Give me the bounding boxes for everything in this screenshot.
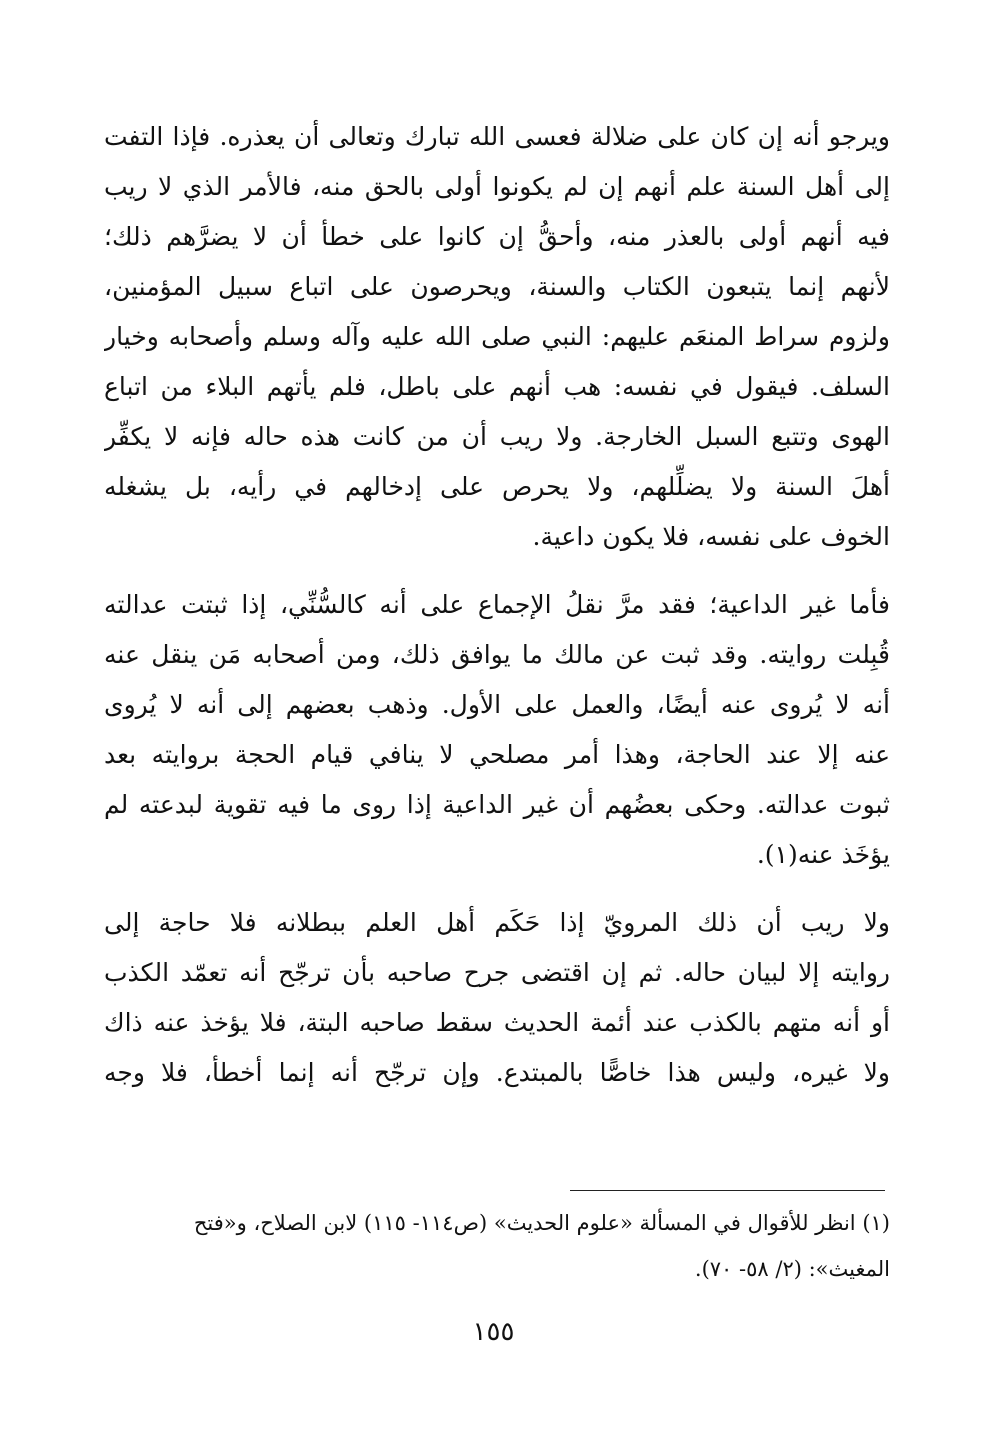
- text-line: الخوف على نفسه، فلا يكون داعية.: [532, 522, 890, 551]
- footnote-line: المغيث»: (٢/ ٥٨- ٧٠).: [694, 1257, 890, 1281]
- text-line: يؤخَذ عنه(١).: [756, 840, 890, 869]
- text-line: إلى أهل السنة علم أنهم إن لم يكونوا أولى بالحق منه، فالأمر الذي لا ريب: [104, 172, 890, 201]
- page-number: ١٥٥: [472, 1317, 515, 1347]
- text-line: ولزوم سراط المنعَم عليهم: النبي صلى الله عليه وآله وسلم وأصحابه وخيار: [104, 322, 890, 351]
- text-line: ثبوت عدالته. وحكى بعضُهم أن غير الداعية إذا روى ما فيه تقوية لبدعته لم: [104, 790, 890, 819]
- paragraph-3: [104, 898, 890, 1098]
- text-line: قُبِلت روايته. وقد ثبت عن مالك ما يوافق ذلك، ومن أصحابه مَن ينقل عنه: [104, 640, 890, 669]
- text-line: لأنهم إنما يتبعون الكتاب والسنة، ويحرصون على اتباع سبيل المؤمنين،: [104, 272, 890, 301]
- text-line: أهلَ السنة ولا يضلِّلهم، ولا يحرص على إدخالهم في رأيه، بل يشغله: [104, 472, 890, 501]
- footnote: [104, 1200, 890, 1292]
- text-line: ولا غيره، وليس هذا خاصًّا بالمبتدع. وإن ترجّح أنه إنما أخطأ، فلا وجه: [104, 1058, 890, 1087]
- text-line: أنه لا يُروى عنه أيضًا، والعمل على الأول. وذهب بعضهم إلى أنه لا يُروى: [104, 690, 890, 719]
- paragraph-2: [104, 580, 890, 880]
- text-line: عنه إلا عند الحاجة، وهذا أمر مصلحي لا ينافي قيام الحجة بروايته بعد: [104, 740, 890, 769]
- text-line: فيه أنهم أولى بالعذر منه، وأحقُّ إن كانوا على خطأ أن لا يضرَّهم ذلك؛: [104, 222, 890, 251]
- footnote-separator: [570, 1190, 885, 1191]
- main-text: [104, 112, 890, 1098]
- text-line: فأما غير الداعية؛ فقد مرَّ نقلُ الإجماع على أنه كالسُّنِّي، إذا ثبتت عدالته: [104, 590, 890, 619]
- text-line: السلف. فيقول في نفسه: هب أنهم على باطل، فلم يأتهم البلاء من اتباع: [104, 372, 890, 401]
- text-line: روايته إلا لبيان حاله. ثم إن اقتضى جرح صاحبه بأن ترجّح أنه تعمّد الكذب: [104, 958, 890, 987]
- footnote-line: (١) انظر للأقوال في المسألة «علوم الحديث» (ص١١٤- ١١٥) لابن الصلاح، و«فتح: [193, 1211, 890, 1235]
- paragraph-1: [104, 112, 890, 562]
- text-line: أو أنه متهم بالكذب عند أئمة الحديث سقط صاحبه البتة، فلا يؤخذ عنه ذاك: [104, 1008, 890, 1037]
- text-line: ولا ريب أن ذلك المرويّ إذا حَكَم أهل العلم ببطلانه فلا حاجة إلى: [104, 908, 890, 937]
- text-line: الهوى وتتبع السبل الخارجة. ولا ريب أن من كانت هذه حاله فإنه لا يكفِّر: [104, 422, 890, 451]
- text-line: ويرجو أنه إن كان على ضلالة فعسى الله تبارك وتعالى أن يعذره. فإذا التفت: [104, 122, 890, 151]
